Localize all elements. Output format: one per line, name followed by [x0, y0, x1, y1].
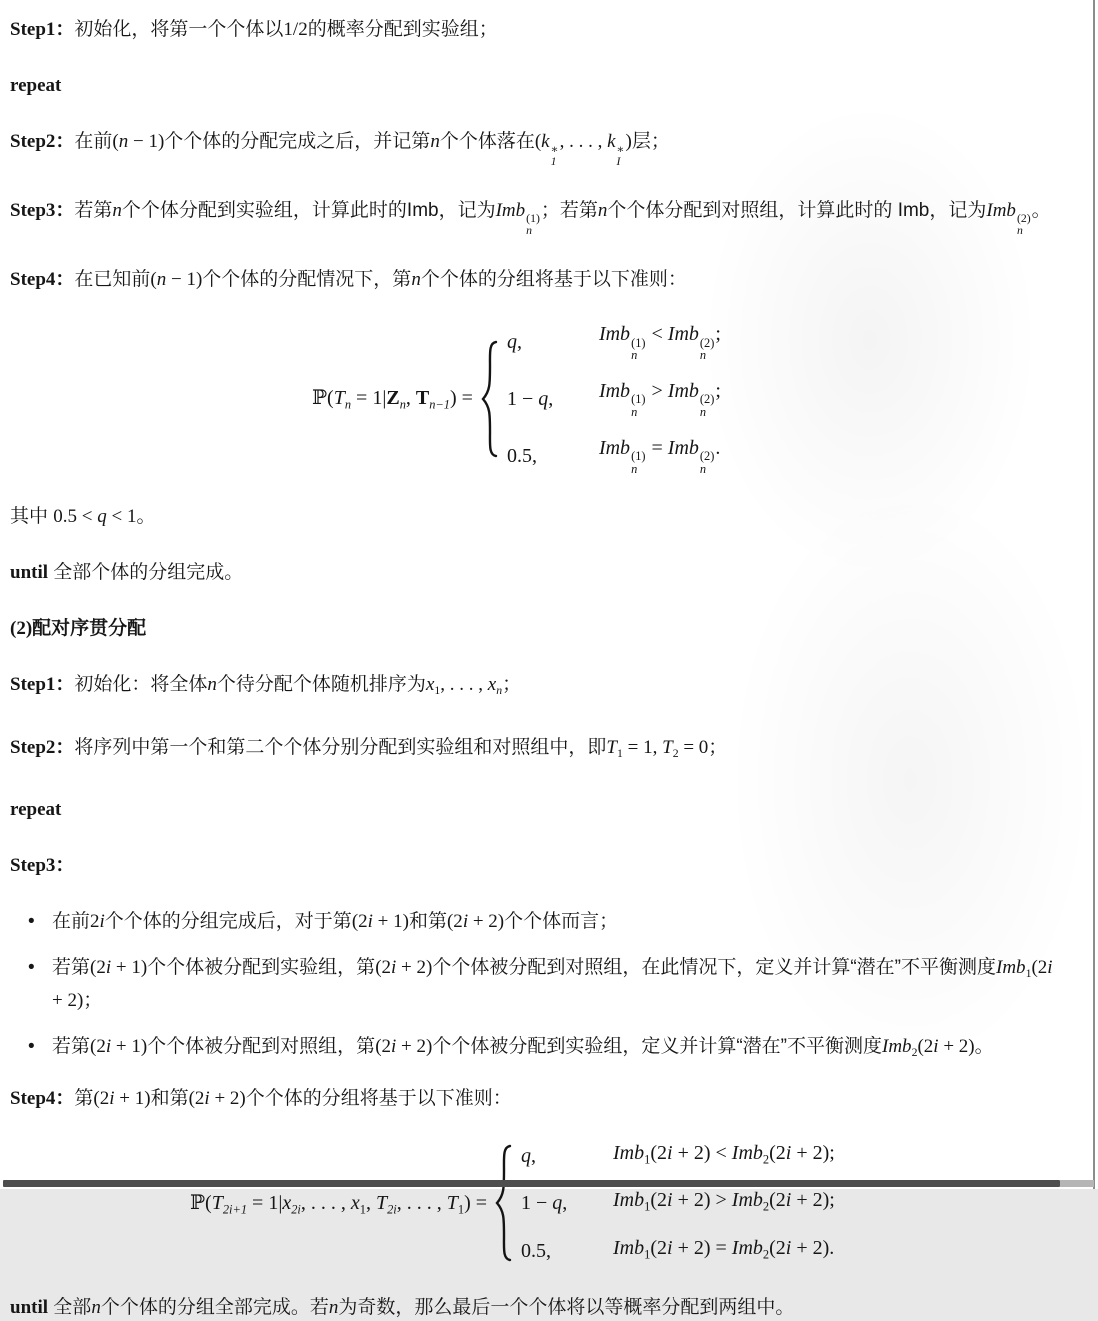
- case-condition: [613, 1188, 835, 1218]
- text-token: n−1: [429, 397, 450, 412]
- text-token: x: [282, 1191, 292, 1214]
- text-token: , . . . ,: [396, 1191, 447, 1214]
- cases-brace-icon: [493, 1143, 513, 1263]
- formula1-lhs: [312, 385, 473, 412]
- text-token: 0.5 <: [53, 506, 98, 528]
- text-token: 配对序贯分配: [32, 618, 147, 640]
- text-token: q: [521, 1145, 532, 1168]
- text-token: ；若第: [540, 200, 598, 222]
- text-token: ；: [708, 736, 728, 758]
- text-token: 在前: [74, 131, 113, 152]
- text-token: T: [446, 1191, 458, 1214]
- case-condition: [613, 1236, 835, 1266]
- list-item: [10, 908, 1070, 935]
- bullet-icon: •: [28, 956, 35, 978]
- text-token: Imb: [731, 1189, 763, 1212]
- text-token: n: [344, 397, 352, 412]
- text-token: i: [367, 910, 373, 932]
- text-token: Step4：: [10, 1087, 75, 1109]
- case-value: [507, 387, 599, 411]
- text-token: = 1|: [351, 387, 387, 410]
- text-token: n: [156, 269, 167, 291]
- text-token: 若第: [74, 200, 113, 222]
- case-value: [507, 444, 599, 468]
- text-token: i: [391, 956, 397, 978]
- text-token: + 1): [114, 1087, 151, 1109]
- text-token: 1: [644, 1199, 651, 1214]
- formula2-cases: [521, 1141, 835, 1266]
- text-token: 个个体而言；: [504, 910, 619, 932]
- text-token: + 2): [396, 1035, 433, 1057]
- horizontal-scrollbar-track[interactable]: [1060, 1180, 1094, 1187]
- text-token: 个个体落在: [439, 131, 535, 152]
- text-token: 和第: [408, 910, 447, 932]
- text-token: n: [91, 1296, 101, 1318]
- case-value: [521, 1191, 613, 1215]
- text-token: 为奇数，那么最后一个个体将以等概率分配到两组中。: [338, 1296, 795, 1318]
- text-token: Imb: [986, 200, 1016, 222]
- text-token: (2: [351, 910, 368, 932]
- text-token: n: [118, 131, 129, 152]
- text-token: 个个体的分配完成之后，并记第: [164, 131, 431, 152]
- text-token: (2: [650, 1141, 667, 1164]
- allocation-probability-formula-1: [10, 322, 1070, 475]
- text-token: i: [785, 1141, 792, 1164]
- text-token: 个个体的分配情况下，第: [202, 269, 412, 291]
- text-token: n: [430, 131, 440, 152]
- math-subsup: (1) n: [631, 449, 646, 476]
- text-token: ,: [548, 387, 554, 410]
- text-token: (2: [769, 1141, 786, 1164]
- text-token: 个个体的分组完成后，对于第: [104, 910, 352, 932]
- case-value: [521, 1144, 613, 1168]
- text-token: 2i: [387, 1202, 397, 1217]
- math-subsup: (1) n: [631, 335, 646, 363]
- text-token: Step3：: [10, 854, 75, 876]
- text-token: Imb: [667, 323, 699, 346]
- text-token: + 2) <: [672, 1141, 732, 1164]
- text-token: .: [715, 436, 721, 459]
- step4-allocation-rule-intro: [10, 266, 1070, 293]
- text-token: until: [10, 562, 49, 584]
- text-token: n: [399, 397, 406, 412]
- text-token: T: [333, 387, 345, 410]
- step3-heading: [10, 852, 1070, 879]
- text-token: ,: [531, 1145, 537, 1168]
- repeat-keyword-2: [10, 796, 1070, 823]
- text-token: 1 −: [506, 387, 539, 410]
- text-token: 若第: [52, 1035, 91, 1057]
- text-token: T: [415, 387, 430, 410]
- text-token: + 2): [468, 910, 505, 932]
- case-value: [521, 1239, 613, 1263]
- text-token: Imb: [731, 1236, 763, 1259]
- text-token: (2: [375, 1035, 392, 1057]
- list-item: [10, 954, 1070, 1014]
- text-token: + 2) >: [672, 1189, 732, 1212]
- text-token: 2: [762, 1152, 770, 1167]
- math-subsup: (2) n: [699, 392, 715, 420]
- text-token: T: [662, 736, 673, 758]
- q-range-note: [10, 503, 1070, 530]
- text-token: T: [606, 736, 617, 758]
- text-token: Imb: [598, 323, 631, 346]
- page-right-border: [1093, 0, 1095, 1189]
- bullet-text-potential-imbalance-1: [52, 954, 1057, 1014]
- text-token: i: [462, 910, 469, 932]
- math-subsup: (2) n: [699, 449, 715, 476]
- text-token: (2: [90, 956, 106, 978]
- step4-pair-allocation-rule-intro: [10, 1085, 1070, 1112]
- step2-first-pair-assignment: [10, 734, 1070, 767]
- text-token: (2: [90, 1035, 106, 1057]
- text-token: i: [667, 1141, 673, 1164]
- text-token: (2: [650, 1236, 667, 1259]
- text-token: i: [785, 1236, 792, 1259]
- text-token: ,: [405, 387, 416, 410]
- text-token: − 1): [166, 269, 203, 291]
- text-token: Step4：: [10, 269, 75, 291]
- text-token: q: [506, 331, 517, 354]
- text-token: 1: [359, 1202, 366, 1217]
- text-token: + 2);: [791, 1189, 835, 1212]
- allocation-probability-formula-2: [10, 1141, 1070, 1266]
- text-token: + 2): [396, 956, 433, 978]
- text-token: 0.5,: [521, 1239, 552, 1262]
- text-token: i: [105, 1035, 112, 1057]
- text-token: + 2) =: [672, 1236, 732, 1259]
- text-token: Imb: [598, 436, 631, 459]
- text-token: (2: [375, 956, 392, 978]
- text-token: , . . . ,: [300, 1191, 351, 1214]
- text-token: Imb: [731, 1141, 763, 1164]
- text-token: 全部个体的分组完成。: [48, 562, 244, 584]
- text-token: 和第: [150, 1087, 189, 1109]
- list-item: [10, 1033, 1070, 1066]
- text-token: Step1：: [10, 19, 75, 40]
- text-token: (: [534, 131, 542, 152]
- text-token: 个个体被分配到实验组，定义并计算“潜在”不平衡测度: [432, 1035, 882, 1057]
- text-token: ；: [502, 674, 522, 696]
- formula1-cases: [507, 322, 721, 475]
- text-token: x: [425, 674, 435, 696]
- case-condition: [599, 322, 721, 362]
- text-token: 层；: [631, 131, 670, 152]
- text-token: i: [785, 1189, 792, 1212]
- text-token: (2: [188, 1087, 205, 1109]
- text-token: 2i+1: [222, 1202, 248, 1217]
- text-token: 的概率分配到实验组；: [307, 19, 498, 40]
- text-token: 2i: [291, 1202, 301, 1217]
- text-token: ,: [562, 1192, 568, 1215]
- text-token: 个个体被分配到实验组，第: [147, 956, 376, 978]
- text-token: ): [625, 131, 632, 152]
- text-token: ;: [715, 323, 721, 346]
- text-token: 全部: [48, 1296, 92, 1318]
- text-token: q: [552, 1192, 563, 1215]
- text-token: 1: [644, 1152, 651, 1167]
- bullet-icon: •: [28, 910, 35, 932]
- step2-stratum-record: [10, 128, 1070, 168]
- text-token: + 1): [111, 956, 148, 978]
- text-token: + 1): [372, 910, 409, 932]
- text-token: Step2：: [10, 736, 75, 758]
- text-token: q: [538, 387, 549, 410]
- text-token: i: [109, 1087, 115, 1109]
- text-token: 2: [672, 746, 679, 760]
- text-token: i: [667, 1236, 673, 1259]
- text-token: (2): [10, 618, 33, 640]
- text-token: 1: [1025, 966, 1032, 980]
- text-token: (2: [446, 910, 463, 932]
- text-token: n: [328, 1296, 339, 1318]
- text-token: 。: [136, 506, 156, 528]
- text-token: n: [207, 674, 217, 696]
- bullet-text-pair-intro: [52, 908, 618, 935]
- case-condition: [599, 379, 721, 419]
- text-token: i: [933, 1035, 939, 1057]
- text-token: + 2): [938, 1035, 975, 1057]
- text-token: i: [99, 910, 105, 932]
- text-token: ;: [715, 380, 721, 403]
- cases-brace-icon: [479, 339, 499, 459]
- text-token: i: [667, 1189, 673, 1212]
- text-token: 初始化：将全体: [74, 674, 208, 696]
- case-condition: [613, 1141, 835, 1171]
- text-token: = 1,: [622, 736, 663, 758]
- text-token: 1: [644, 1246, 651, 1261]
- text-token: ；: [83, 989, 103, 1011]
- text-token: T: [375, 1191, 388, 1214]
- text-token: + 2): [52, 989, 84, 1011]
- bullet-text-potential-imbalance-2: [52, 1033, 994, 1066]
- text-token: 第: [74, 1087, 94, 1109]
- until-statement-2: [10, 1294, 1070, 1321]
- repeat-keyword-1: [10, 72, 1070, 99]
- text-token: Imb: [613, 1141, 645, 1164]
- text-token: T: [211, 1191, 223, 1214]
- text-token: + 2).: [791, 1236, 835, 1259]
- section-heading-paired-sequential: [10, 615, 1070, 642]
- text-token: (: [112, 131, 119, 152]
- text-token: Imb: [613, 1236, 645, 1259]
- until-statement-1: [10, 559, 1070, 586]
- text-token: 在已知前: [74, 269, 151, 291]
- text-token: (: [205, 1191, 212, 1214]
- text-token: 。: [974, 1035, 994, 1057]
- text-token: 个个体被分配到对照组，第: [147, 1035, 376, 1057]
- text-token: 。: [1031, 200, 1051, 222]
- text-token: ℙ: [312, 385, 328, 410]
- text-token: repeat: [10, 798, 62, 820]
- text-token: n: [597, 200, 608, 222]
- text-token: ) =: [464, 1191, 488, 1214]
- text-token: Imb: [667, 436, 699, 459]
- step1-initialization: [10, 16, 1070, 43]
- text-token: i: [204, 1087, 210, 1109]
- text-token: ℙ: [190, 1189, 206, 1214]
- text-token: < 1: [106, 506, 137, 528]
- case-condition: [599, 436, 721, 476]
- text-token: i: [391, 1035, 397, 1057]
- text-token: 2: [762, 1246, 770, 1261]
- text-token: 1: [457, 1202, 465, 1217]
- text-token: <: [646, 323, 668, 346]
- text-token: Z: [386, 387, 400, 410]
- text-token: 其中: [10, 506, 54, 528]
- bullet-icon: •: [28, 1035, 35, 1057]
- text-token: Imb: [667, 380, 699, 403]
- text-token: − 1): [128, 131, 165, 152]
- text-token: i: [1047, 956, 1053, 978]
- text-token: Step2：: [10, 131, 75, 152]
- text-token: 0.5,: [506, 444, 537, 467]
- formula2-lhs: [190, 1190, 487, 1217]
- math-subsup: (1) n: [631, 392, 646, 420]
- text-token: (: [327, 387, 334, 410]
- text-token: n: [411, 269, 421, 291]
- text-token: Step1：: [10, 674, 75, 696]
- horizontal-scrollbar-thumb[interactable]: [3, 1180, 1060, 1187]
- text-token: n: [496, 684, 503, 698]
- text-token: 1/2: [283, 19, 308, 40]
- text-token: , . . . ,: [559, 131, 608, 152]
- text-token: = 0: [678, 736, 709, 758]
- text-token: n: [112, 200, 122, 222]
- text-token: + 2);: [791, 1141, 835, 1164]
- text-token: 1: [434, 684, 441, 698]
- text-token: >: [646, 380, 668, 403]
- math-subsup: (2) n: [1016, 212, 1031, 238]
- text-token: 将序列中第一个和第二个个体分别分配到实验组和对照组中，即: [74, 736, 607, 758]
- text-token: k: [607, 131, 616, 152]
- text-token: x: [487, 674, 497, 696]
- text-token: repeat: [10, 75, 62, 96]
- text-token: 1 −: [521, 1192, 553, 1215]
- text-token: , . . . ,: [440, 674, 488, 696]
- text-token: 个个体的分组将基于以下准则：: [245, 1087, 512, 1109]
- text-token: = 1|: [247, 1191, 283, 1214]
- text-token: i: [105, 956, 112, 978]
- text-token: 1: [617, 746, 623, 760]
- text-token: (2: [650, 1189, 667, 1212]
- text-token: ,: [365, 1191, 376, 1214]
- text-token: 个个体分配到对照组，计算此时的 Imb，记为: [607, 200, 987, 222]
- text-token: 2: [90, 910, 100, 932]
- math-subsup: ∗ 1: [550, 143, 559, 169]
- text-token: Step3：: [10, 200, 75, 222]
- text-token: 2: [911, 1045, 918, 1059]
- text-token: Imb: [613, 1189, 645, 1212]
- math-subsup: (2) n: [699, 335, 715, 363]
- text-token: ) =: [450, 387, 473, 410]
- text-token: 个个体分配到实验组，计算此时的Imb，记为: [121, 200, 496, 222]
- text-token: (2: [917, 1035, 934, 1057]
- text-token: x: [350, 1191, 360, 1214]
- text-token: Imb: [882, 1035, 912, 1057]
- math-subsup: (1) n: [526, 212, 540, 238]
- text-token: k: [541, 131, 550, 152]
- text-token: (2: [93, 1087, 110, 1109]
- step3-bullet-list: [10, 908, 1070, 1066]
- text-token: (2: [1031, 956, 1048, 978]
- text-token: (2: [769, 1189, 786, 1212]
- text-token: ,: [516, 331, 522, 354]
- text-token: 若第: [52, 956, 91, 978]
- text-token: + 2): [209, 1087, 246, 1109]
- text-token: =: [646, 436, 668, 459]
- step1-random-ordering: [10, 671, 1070, 704]
- text-token: Imb: [495, 200, 526, 222]
- case-value: [507, 330, 599, 354]
- text-token: 个个体的分组全部完成。若: [100, 1296, 329, 1318]
- text-token: (2: [769, 1236, 786, 1259]
- text-token: + 1): [111, 1035, 148, 1057]
- math-subsup: ∗ I: [616, 143, 625, 169]
- text-token: 在前: [52, 910, 91, 932]
- text-token: Imb: [996, 956, 1026, 978]
- text-token: 个个体的分组将基于以下准则：: [420, 269, 687, 291]
- step3-imbalance-computation: [10, 197, 1070, 237]
- text-token: 2: [762, 1199, 770, 1214]
- text-token: 个待分配个体随机排序为: [216, 674, 426, 696]
- text-token: until: [10, 1296, 49, 1318]
- text-token: 个个体被分配到对照组，在此情况下，定义并计算“潜在”不平衡测度: [432, 956, 996, 978]
- text-token: 初始化，将第一个个体以: [74, 19, 284, 40]
- text-token: Imb: [598, 380, 631, 403]
- text-token: (: [150, 269, 157, 291]
- text-token: q: [97, 506, 107, 528]
